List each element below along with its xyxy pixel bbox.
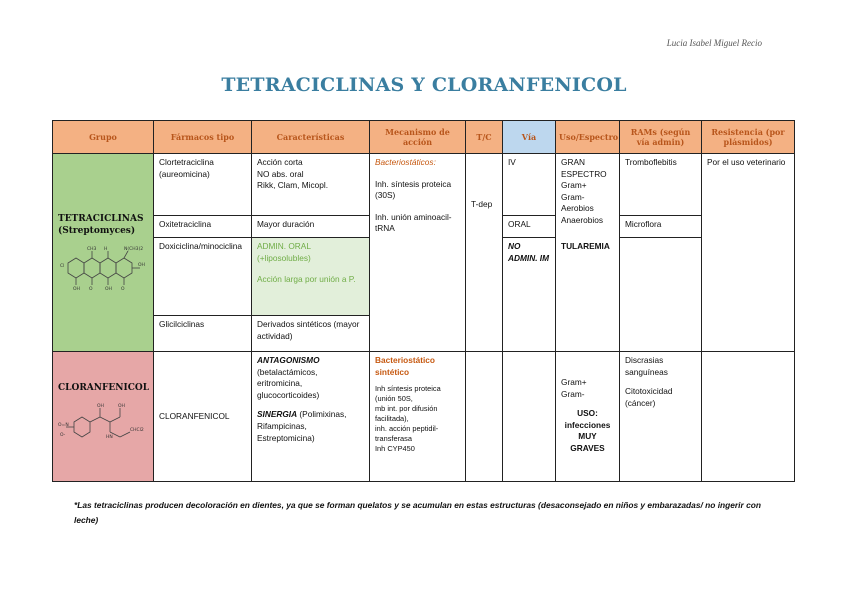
svg-text:OH: OH [105,287,112,292]
header-via: Vía [503,121,556,154]
antagonismo-title: ANTAGONISMO [257,355,320,365]
farmaco-doxiciclina: Doxiciclina/minociclina [154,238,252,316]
resistencia-tetraciclinas: Por el uso veterinario [702,154,795,352]
via-empty [503,352,556,482]
group-tetraciclinas [53,154,154,352]
header-uso: Uso/Espectro [556,121,620,154]
caract-clortetraciclina: Acción corta NO abs. oral Rikk, Clam, Micopl. [252,154,370,216]
header-rams: RAMs (según vía admin) [620,121,702,154]
via-oral: ORAL [503,216,556,238]
caract-admin-oral: ADMIN. ORAL (+liposolubles) [257,241,311,263]
svg-text:HN: HN [106,435,113,441]
via-no-admin [503,238,556,352]
svg-text:O=N: O=N [58,423,69,429]
svg-text:OH: OH [97,404,104,410]
drug-table [52,120,795,482]
header-row [53,121,795,154]
via-no-admin-text: NO ADMIN. IM [508,241,550,263]
tc-value: T-dep [471,199,493,209]
author-name: Lucia Isabel Miguel Recio [666,38,762,48]
farmaco-glicilciclinas: Glicilciclinas [154,316,252,352]
mecanismo-cloranfenicol [370,352,466,482]
table-row [53,352,795,482]
mecanismo-text: Inh síntesis proteica (unión 50S, mb int. por difusión facilitada), inh. acción peptidil-transferasa Inh CYP450 [375,384,441,454]
tc-empty [466,352,503,482]
uso-gram: Gram+ Gram- [561,377,587,399]
ram-citotoxicidad: Citotoxicidad (cáncer) [625,386,673,408]
sinergia-text: (Polimixinas, Rifampicinas, Estreptomicina) [257,409,347,443]
ram-cloranfenicol [620,352,702,482]
header-resistencia: Resistencia (por plásmidos) [702,121,795,154]
farmaco-clortetraciclina: Clortetraciclina (aureomicina) [154,154,252,216]
svg-text:OH: OH [138,263,145,269]
farmaco-cloranfenicol: CLORANFENICOL [154,352,252,482]
sinergia-title: SINERGIA [257,409,298,420]
uso-cloranfenicol [556,352,620,482]
page-title: TETRACICLINAS Y CLORANFENICOL [221,74,627,96]
sinergia-line [257,409,364,444]
tc-tetraciclinas [466,154,503,352]
resistencia-empty [702,352,795,482]
uso-tularemia: TULAREMIA [561,240,610,251]
ram-microflora: Microflora [620,216,702,238]
svg-text:N(CH3)2: N(CH3)2 [124,247,144,253]
via-iv: IV [503,154,556,216]
ram-tromboflebitis: Tromboflebitis [620,154,702,216]
caract-oxitetraciclina: Mayor duración [252,216,370,238]
svg-text:H: H [104,247,108,253]
mecanismo-tetraciclinas [370,154,466,352]
svg-text:CHCl2: CHCl2 [130,428,144,434]
caract-cloranfenicol [252,352,370,482]
group-cloranfenicol [53,352,154,482]
uso-espectro: GRAN ESPECTRO Gram+ Gram- Aerobios Anaerobios [561,157,607,226]
svg-text:O: O [89,287,93,292]
header-grupo: Grupo [53,121,154,154]
antagonismo-text: (betalactámicos, eritromicina, glucocorticoides) [257,366,320,400]
ram-discrasias: Discrasias sanguíneas [625,355,668,377]
caract-glicilciclinas: Derivados sintéticos (mayor actividad) [252,316,370,352]
mecanismo-title: Bacteriostático sintético [375,355,435,377]
group-name: TETRACICLINAS [58,213,144,224]
uso-tetraciclinas [556,154,620,352]
svg-text:O: O [121,287,125,292]
caract-doxiciclina [252,238,370,316]
header-farmacos: Fármacos tipo [154,121,252,154]
group-name: CLORANFENICOL [58,382,150,393]
svg-text:OH: OH [118,404,125,410]
group-origin: (Streptomyces) [58,225,136,236]
header-mecanismo: Mecanismo de acción [370,121,466,154]
mecanismo-item: Inh. síntesis proteica (30S) [375,178,452,201]
chloramphenicol-structure-icon [58,400,146,450]
footnote: *Las tetraciclinas producen decoloración en dientes, ya que se forman quelatos y se acumulan en estas estructuras (desaconsejado en niños y embarazadas/ no ingerir con leche) [74,500,761,525]
svg-text:O-: O- [60,433,66,439]
svg-text:Cl: Cl [60,264,65,270]
ram-empty [620,238,702,352]
header-tc: T/C [466,121,503,154]
caract-accion-larga: Acción larga por unión a P. [257,274,356,285]
farmaco-oxitetraciclina: Oxitetraciclina [154,216,252,238]
svg-text:CH3: CH3 [87,247,97,253]
header-caracteristicas: Características [252,121,370,154]
mecanismo-item: Inh. unión aminoacil-tRNA [375,211,452,234]
svg-text:OH: OH [73,287,80,292]
tetracycline-structure-icon [58,243,146,291]
table-row [53,154,795,216]
uso-graves: USO: infecciones MUY GRAVES [564,408,611,454]
mecanismo-title: Bacteriostáticos: [375,157,436,167]
